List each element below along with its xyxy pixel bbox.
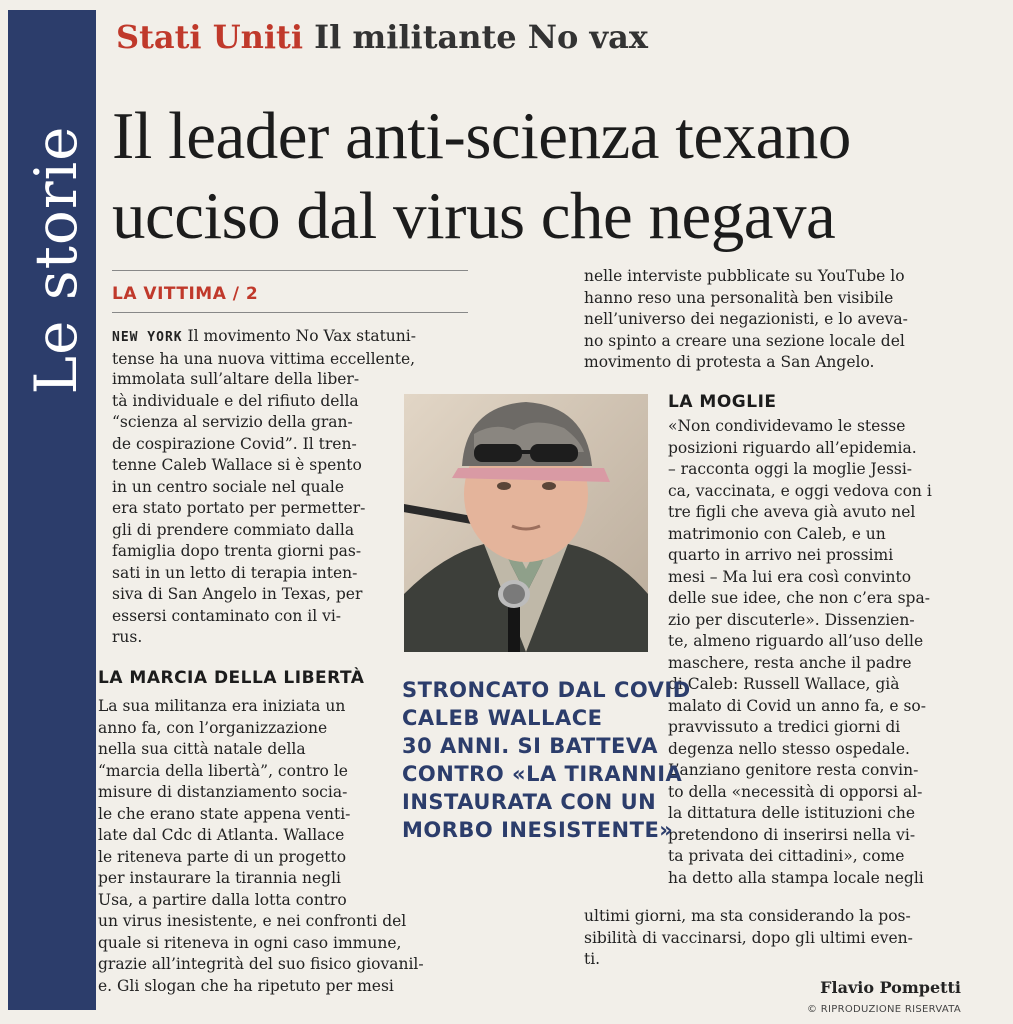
text-line: anno fa, con l’organizzazione	[98, 718, 328, 737]
kicker	[116, 18, 648, 56]
column-1-top	[112, 326, 468, 370]
text-line: nella sua città natale della	[98, 740, 306, 758]
text-line: ha detto alla stampa locale negli	[668, 868, 924, 887]
divider	[112, 312, 468, 313]
portrait-illustration	[404, 394, 648, 652]
text-line: di Caleb: Russell Wallace, già	[668, 675, 900, 693]
section-tag: LA VITTIMA / 2	[112, 284, 259, 304]
text-line: era stato portato per permetter-	[112, 499, 366, 517]
photo-caption	[402, 676, 691, 844]
text-line: un virus inesistente, e nei confronti del	[98, 912, 407, 930]
text-line: te, almeno riguardo all’uso delle	[668, 632, 924, 650]
column-1-wrap	[112, 369, 402, 649]
headline	[112, 96, 982, 256]
text-line: zio per discuterle». Dissenzien-	[668, 610, 915, 629]
text-line: delle sue idee, che non c’era spa-	[668, 589, 930, 607]
text-line: tense ha una nuova vittima eccellente,	[112, 349, 416, 368]
text-line: in un centro sociale nel quale	[112, 477, 345, 496]
text-line: La sua militanza era iniziata un	[98, 697, 346, 715]
rubric-band	[8, 10, 96, 1010]
headline-line-1: Il leader anti-scienza texano	[112, 99, 851, 173]
text-line: quale si riteneva in ogni caso immune,	[98, 933, 402, 952]
text-line: no spinto a creare una sezione locale del	[584, 331, 905, 350]
caption-line: 30 ANNI. SI BATTEVA	[402, 734, 658, 758]
kicker-topic: Il militante No vax	[314, 18, 648, 56]
text-line: Il movimento No Vax statuni-	[182, 327, 416, 345]
copyright-notice: © RIPRODUZIONE RISERVATA	[806, 1004, 961, 1015]
text-line: tre figli che aveva già avuto nel	[668, 503, 916, 521]
caption-line: MORBO INESISTENTE»	[402, 818, 674, 842]
text-line: – racconta oggi la moglie Jessi-	[668, 460, 913, 478]
caption-line: CALEB WALLACE	[402, 706, 603, 730]
headline-line-2: ucciso dal virus che negava	[112, 179, 836, 253]
text-line: tà individuale e del rifiuto della	[112, 391, 359, 410]
text-line: matrimonio con Caleb, e un	[668, 524, 886, 543]
text-line: to della «necessità di opporsi al-	[668, 782, 923, 801]
text-line: misure di distanziamento socia-	[98, 783, 348, 801]
text-line: ta privata dei cittadini», come	[668, 847, 905, 865]
text-line: le riteneva parte di un progetto	[98, 847, 347, 866]
text-line: degenza nello stesso ospedale.	[668, 739, 910, 758]
text-line: essersi contaminato con il vi-	[112, 606, 342, 625]
text-line: malato di Covid un anno fa, e so-	[668, 696, 926, 715]
text-line: hanno reso una personalità ben visibile	[584, 288, 894, 307]
column-2-top	[584, 266, 950, 374]
text-line: posizioni riguardo all’epidemia.	[668, 438, 917, 457]
text-line: gli di prendere commiato dalla	[112, 520, 355, 539]
text-line: sati in un letto di terapia inten-	[112, 563, 358, 582]
text-line: ti.	[584, 950, 601, 968]
text-line: movimento di protesta a San Angelo.	[584, 353, 875, 371]
divider	[112, 270, 468, 271]
text-line: grazie all’integrità del suo fisico giovanil-	[98, 955, 424, 973]
text-line: nelle interviste pubblicate su YouTube lo	[584, 267, 905, 285]
text-line: ca, vaccinata, e oggi vedova con i	[668, 481, 932, 500]
column-2-body	[668, 416, 958, 889]
text-line: pravvissuto a tredici giorni di	[668, 718, 901, 736]
column-1-bottom-wide	[98, 911, 464, 997]
text-line: e. Gli slogan che ha ripetuto per mesi	[98, 976, 394, 995]
dateline: NEW YORK	[112, 330, 183, 345]
column-1-bottom	[98, 696, 388, 911]
text-line: tenne Caleb Wallace si è spento	[112, 456, 362, 474]
text-line: mesi – Ma lui era così convinto	[668, 567, 912, 586]
text-line: “marcia della libertà”, contro le	[98, 761, 348, 780]
text-line: la dittatura delle istituzioni che	[668, 804, 916, 822]
column-2-bottom	[584, 906, 958, 971]
subhead-moglie: LA MOGLIE	[668, 392, 777, 412]
text-line: pretendono di inserirsi nella vi-	[668, 825, 916, 844]
text-line: rus.	[112, 628, 143, 646]
text-line: «Non condividevamo le stesse	[668, 417, 906, 435]
text-line: le che erano state appena venti-	[98, 804, 351, 823]
text-line: famiglia dopo trenta giorni pas-	[112, 542, 362, 560]
caption-line: INSTAURATA CON UN	[402, 790, 657, 814]
kicker-place: Stati Uniti	[116, 18, 303, 56]
text-line: ultimi giorni, ma sta considerando la pos-	[584, 907, 911, 925]
text-line: per instaurare la tirannia negli	[98, 869, 341, 887]
text-line: de cospirazione Covid”. Il tren-	[112, 434, 357, 453]
text-line: quarto in arrivo nei prossimi	[668, 546, 894, 564]
text-line: maschere, resta anche il padre	[668, 653, 912, 672]
text-line: Usa, a partire dalla lotta contro	[98, 890, 347, 909]
text-line: nell’universo dei negazionisti, e lo aveva-	[584, 310, 908, 328]
text-line: sibilità di vaccinarsi, dopo gli ultimi even-	[584, 928, 913, 947]
rubric-label: Le storie	[22, 125, 90, 395]
text-line: “scienza al servizio della gran-	[112, 413, 353, 431]
text-line: siva di San Angelo in Texas, per	[112, 585, 363, 603]
text-line: immolata sull’altare della liber-	[112, 370, 360, 388]
text-line: L’anziano genitore resta convin-	[668, 761, 919, 779]
caption-line: CONTRO «LA TIRANNIA	[402, 762, 683, 786]
caption-line: STRONCATO DAL COVID	[402, 678, 691, 702]
text-line: late dal Cdc di Atlanta. Wallace	[98, 826, 345, 844]
subhead-marcia: LA MARCIA DELLA LIBERTÀ	[98, 668, 365, 688]
portrait-photo	[404, 394, 648, 652]
byline: Flavio Pompetti	[820, 978, 961, 997]
text-line	[112, 326, 468, 349]
